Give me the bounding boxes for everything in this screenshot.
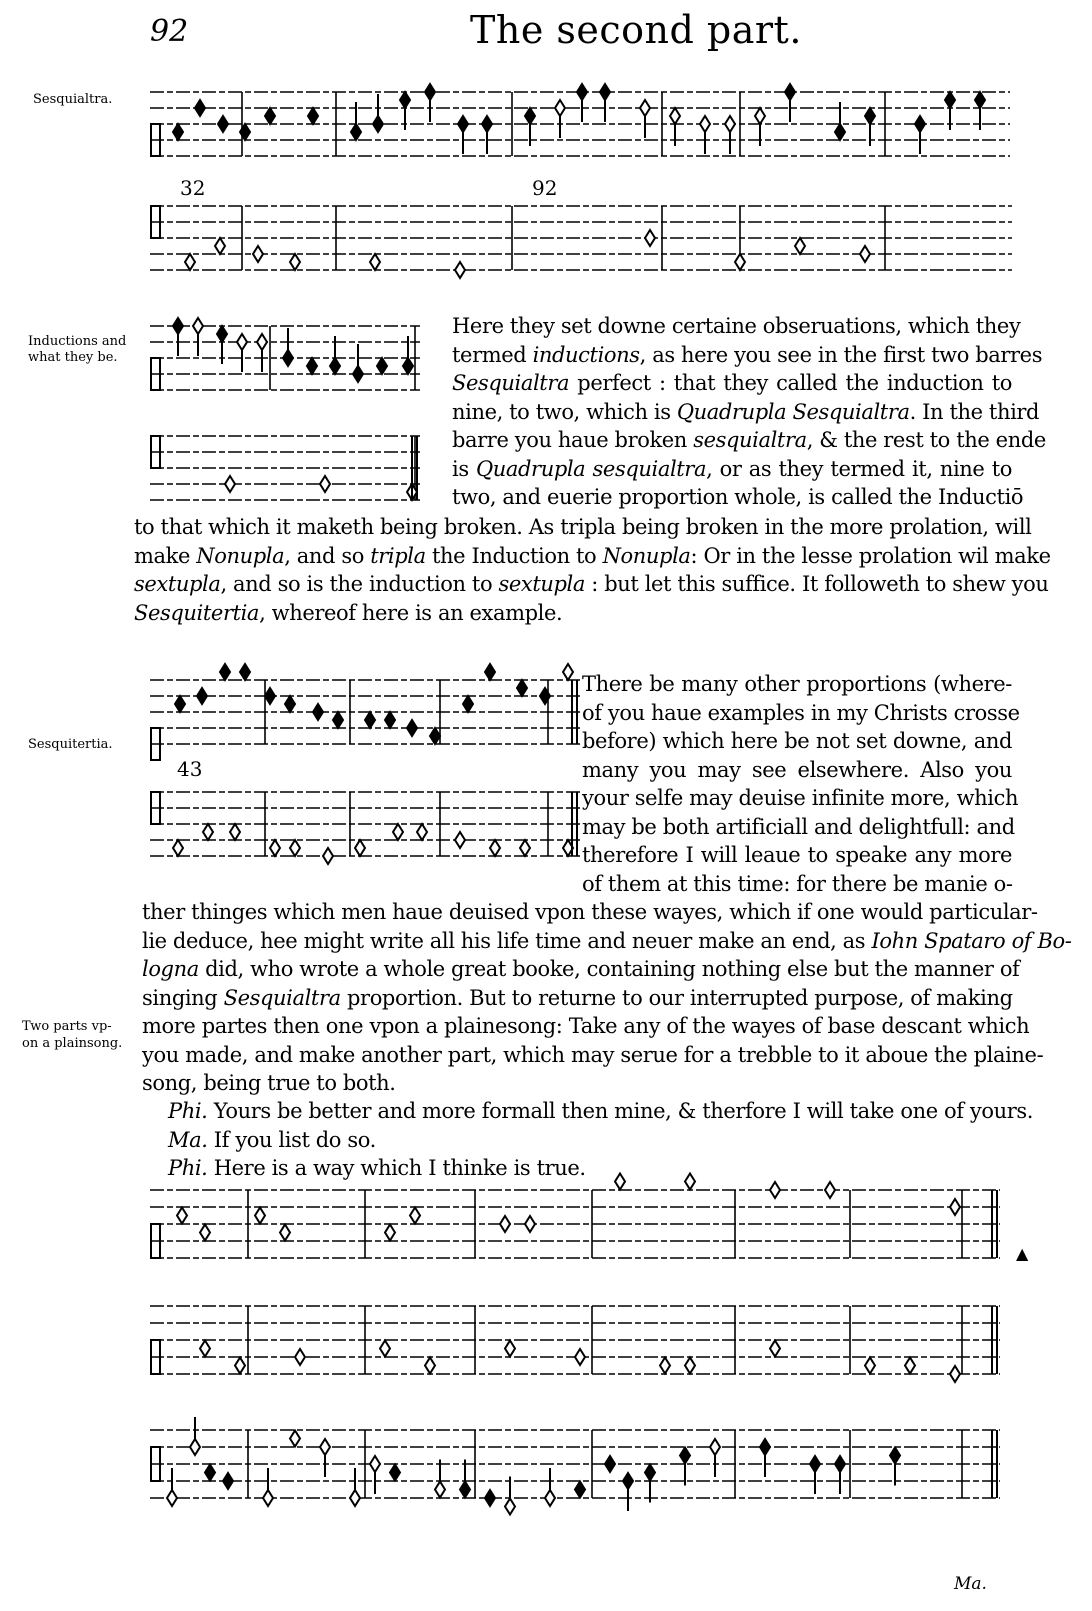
margin-note-sesquialtra: Sesquialtra. — [33, 92, 113, 107]
text-line: Sesquitertia, whereof here is an example. — [134, 600, 563, 625]
paragraph-proportions — [582, 670, 1020, 898]
text-line: two, and euerie proportion whole, is called the Inductiō — [452, 485, 1024, 509]
black-note-icon — [575, 1482, 585, 1498]
black-note-icon — [353, 366, 363, 382]
black-note-icon — [175, 696, 185, 712]
speaker-label: Phi. — [168, 1099, 214, 1123]
page-number: 92 — [150, 14, 189, 49]
white-note-icon — [350, 1490, 360, 1506]
black-note-icon — [785, 84, 795, 100]
text-line: therefore I will leaue to speake any more — [582, 843, 1012, 867]
white-note-icon — [290, 254, 300, 270]
white-note-icon — [370, 254, 380, 270]
black-note-icon — [760, 1439, 770, 1455]
white-note-icon — [177, 1208, 187, 1224]
music-staff — [150, 1286, 1000, 1394]
white-note-icon — [230, 824, 240, 840]
text-line: logna did, who wrote a whole great booke, containing nothing else but the manner of — [142, 957, 1020, 981]
dialogue-text: If you list do so. — [213, 1127, 376, 1152]
black-note-icon — [333, 712, 343, 728]
black-note-icon — [810, 1456, 820, 1472]
white-note-icon — [505, 1499, 515, 1515]
black-note-icon — [623, 1473, 633, 1489]
black-note-icon — [217, 326, 227, 342]
white-note-icon — [770, 1341, 780, 1357]
black-note-icon — [285, 696, 295, 712]
music-staff — [150, 306, 420, 410]
white-note-icon — [865, 1358, 875, 1374]
black-note-icon — [645, 1465, 655, 1481]
black-note-icon — [890, 1448, 900, 1464]
text-line: nine, to two, which is Quadrupla Sesquialtra. In the third — [452, 399, 1040, 424]
white-note-icon — [185, 254, 195, 270]
white-note-icon — [455, 262, 465, 278]
margin-note-line: Two parts vp- — [22, 1019, 112, 1034]
white-note-icon — [167, 1490, 177, 1506]
white-note-icon — [525, 1216, 535, 1232]
text-line: make Nonupla, and so tripla the Induction to Nonupla: Or in the lesse prolation wil make — [134, 543, 1051, 568]
white-note-icon — [725, 116, 735, 132]
black-note-icon — [265, 108, 275, 124]
black-note-icon — [403, 358, 413, 374]
white-note-icon — [355, 840, 365, 856]
margin-note-inductions — [28, 334, 126, 366]
white-note-icon — [670, 108, 680, 124]
text-line: There be many other proportions (where- — [582, 672, 1012, 696]
music-staff — [150, 186, 1012, 290]
black-note-icon — [223, 1473, 233, 1489]
white-note-icon — [825, 1182, 835, 1198]
white-note-icon — [235, 1358, 245, 1374]
black-note-icon — [835, 1456, 845, 1472]
black-note-icon — [283, 350, 293, 366]
black-note-icon — [197, 688, 207, 704]
black-note-icon — [482, 116, 492, 132]
black-note-icon — [385, 712, 395, 728]
dialogue-text: Here is a way which I thinke is true. — [213, 1156, 586, 1180]
dialogue-text: Yours be better and more formall then mine, & therfore I will take one of yours. — [213, 1099, 1034, 1123]
black-note-icon — [173, 124, 183, 140]
paragraph-inductions-continued — [134, 513, 1051, 627]
black-note-icon — [377, 358, 387, 374]
white-note-icon — [770, 1182, 780, 1198]
black-note-icon — [975, 92, 985, 108]
continuation-mark-icon: ▲ — [1016, 1244, 1029, 1263]
margin-note-two-parts — [22, 1018, 122, 1052]
text-line: termed inductions, as here you see in the first two barres — [452, 342, 1043, 367]
text-line: Sesquialtra perfect : that they called the induction to — [452, 371, 1012, 395]
white-note-icon — [645, 230, 655, 246]
black-note-icon — [173, 318, 183, 334]
white-note-icon — [257, 334, 267, 350]
margin-note-line: what they be. — [28, 350, 118, 365]
white-note-icon — [435, 1482, 445, 1498]
black-note-icon — [373, 116, 383, 132]
white-note-icon — [563, 664, 573, 680]
white-note-icon — [660, 1358, 670, 1374]
text-line: many you may see elsewhere. Also you — [582, 757, 1012, 782]
white-note-icon — [370, 1456, 380, 1472]
white-note-icon — [215, 238, 225, 254]
white-note-icon — [173, 840, 183, 856]
margin-note-sesquitertia: Sesquitertia. — [28, 737, 113, 752]
running-head: The second part. — [470, 8, 802, 52]
white-note-icon — [950, 1366, 960, 1382]
white-note-icon — [417, 824, 427, 840]
white-note-icon — [755, 108, 765, 124]
text-line: is Quadrupla sesquialtra, or as they termed it, nine to — [452, 456, 1012, 481]
white-note-icon — [700, 116, 710, 132]
white-note-icon — [237, 334, 247, 350]
text-line: to that which it maketh being broken. As tripla being broken in the more prolation, will — [134, 515, 1032, 539]
text-line: sextupla, and so is the induction to sextupla : but let this suffice. It followeth to shew you — [134, 572, 1049, 596]
black-note-icon — [835, 124, 845, 140]
black-note-icon — [205, 1465, 215, 1481]
white-note-icon — [410, 1208, 420, 1224]
black-note-icon — [463, 696, 473, 712]
margin-note-line: Inductions and — [28, 334, 127, 349]
black-note-icon — [330, 358, 340, 374]
white-note-icon — [640, 100, 650, 116]
proportion-number: 92 — [532, 176, 558, 200]
white-note-icon — [253, 246, 263, 262]
music-staff — [150, 772, 580, 876]
music-staff — [150, 1170, 1000, 1278]
white-note-icon — [795, 238, 805, 254]
music-staff — [150, 660, 580, 764]
black-note-icon — [240, 664, 250, 680]
black-note-icon — [400, 92, 410, 108]
music-staff — [150, 1410, 1000, 1518]
black-note-icon — [485, 664, 495, 680]
speaker-label: Ma. — [168, 1127, 214, 1152]
black-note-icon — [605, 1456, 615, 1472]
white-note-icon — [290, 1431, 300, 1447]
white-note-icon — [385, 1225, 395, 1241]
proportion-number: 43 — [177, 757, 203, 781]
music-staff — [150, 72, 1010, 176]
dialogue-line — [168, 1126, 1028, 1155]
text-line: lie deduce, hee might write all his life time and neuer make an end, as Iohn Spataro of Bo- — [142, 928, 1072, 953]
white-note-icon — [190, 1439, 200, 1455]
text-line: of you haue examples in my Christs crosse — [582, 700, 1020, 725]
text-line: song, being true to both. — [142, 1071, 396, 1095]
black-note-icon — [308, 108, 318, 124]
white-note-icon — [200, 1341, 210, 1357]
text-line: barre you haue broken sesquialtra, & the rest to the ende — [452, 428, 1046, 452]
white-note-icon — [520, 840, 530, 856]
black-note-icon — [915, 116, 925, 132]
white-note-icon — [685, 1358, 695, 1374]
paragraph-inductions — [452, 312, 1046, 512]
white-note-icon — [320, 476, 330, 492]
proportion-number: 32 — [180, 176, 206, 200]
black-note-icon — [307, 358, 317, 374]
margin-note-line: on a plainsong. — [22, 1036, 123, 1051]
black-note-icon — [351, 124, 361, 140]
white-note-icon — [555, 100, 565, 116]
white-note-icon — [393, 824, 403, 840]
white-note-icon — [200, 1225, 210, 1241]
black-note-icon — [407, 720, 417, 736]
white-note-icon — [295, 1349, 305, 1365]
white-note-icon — [950, 1199, 960, 1215]
black-note-icon — [218, 116, 228, 132]
white-note-icon — [545, 1490, 555, 1506]
white-note-icon — [323, 848, 333, 864]
black-note-icon — [945, 92, 955, 108]
black-note-icon — [313, 704, 323, 720]
black-note-icon — [577, 84, 587, 100]
text-line: before) which here be not set downe, and — [582, 729, 1012, 753]
text-line: you made, and make another part, which may serue for a trebble to it aboue the plaine- — [142, 1042, 1044, 1067]
black-note-icon — [460, 1482, 470, 1498]
white-note-icon — [255, 1208, 265, 1224]
white-note-icon — [380, 1341, 390, 1357]
white-note-icon — [490, 840, 500, 856]
black-note-icon — [365, 712, 375, 728]
text-line: of them at this time: for there be manie o- — [582, 871, 1013, 896]
text-line: Here they set downe certaine obseruations, which they — [452, 314, 1021, 338]
white-note-icon — [263, 1490, 273, 1506]
white-note-icon — [280, 1225, 290, 1241]
text-line: singing Sesquialtra proportion. But to returne to our interrupted purpose, of making — [142, 985, 1013, 1010]
black-note-icon — [390, 1465, 400, 1481]
black-note-icon — [220, 664, 230, 680]
white-note-icon — [710, 1439, 720, 1455]
black-note-icon — [458, 116, 468, 132]
white-note-icon — [425, 1358, 435, 1374]
black-note-icon — [525, 108, 535, 124]
white-note-icon — [575, 1349, 585, 1365]
white-note-icon — [505, 1341, 515, 1357]
black-note-icon — [680, 1448, 690, 1464]
dialogue-line — [168, 1097, 1034, 1126]
white-note-icon — [905, 1358, 915, 1374]
text-line: your selfe may deuise infinite more, which — [582, 786, 1019, 810]
text-line: ther thinges which men haue deuised vpon these wayes, which if one would particular- — [142, 900, 1038, 924]
white-note-icon — [203, 824, 213, 840]
white-note-icon — [225, 476, 235, 492]
black-note-icon — [425, 84, 435, 100]
white-note-icon — [860, 246, 870, 262]
black-note-icon — [485, 1490, 495, 1506]
paragraph-continued — [142, 898, 1072, 1098]
white-note-icon — [290, 840, 300, 856]
white-note-icon — [320, 1439, 330, 1455]
black-note-icon — [865, 108, 875, 124]
white-note-icon — [735, 254, 745, 270]
speaker-label: Phi. — [168, 1156, 214, 1180]
ma-signature: Ma. — [954, 1574, 987, 1594]
black-note-icon — [265, 688, 275, 704]
music-staff — [150, 416, 420, 520]
white-note-icon — [193, 318, 203, 334]
black-note-icon — [195, 100, 205, 116]
white-note-icon — [270, 840, 280, 856]
text-line: may be both artificiall and delightfull: and — [582, 814, 1015, 839]
white-note-icon — [455, 832, 465, 848]
black-note-icon — [430, 728, 440, 744]
black-note-icon — [600, 84, 610, 100]
dialogue — [168, 1097, 1034, 1183]
white-note-icon — [500, 1216, 510, 1232]
dialogue-line — [168, 1154, 1028, 1183]
black-note-icon — [517, 680, 527, 696]
text-line: more partes then one vpon a plainesong: Take any of the wayes of base descant which — [142, 1014, 1030, 1038]
